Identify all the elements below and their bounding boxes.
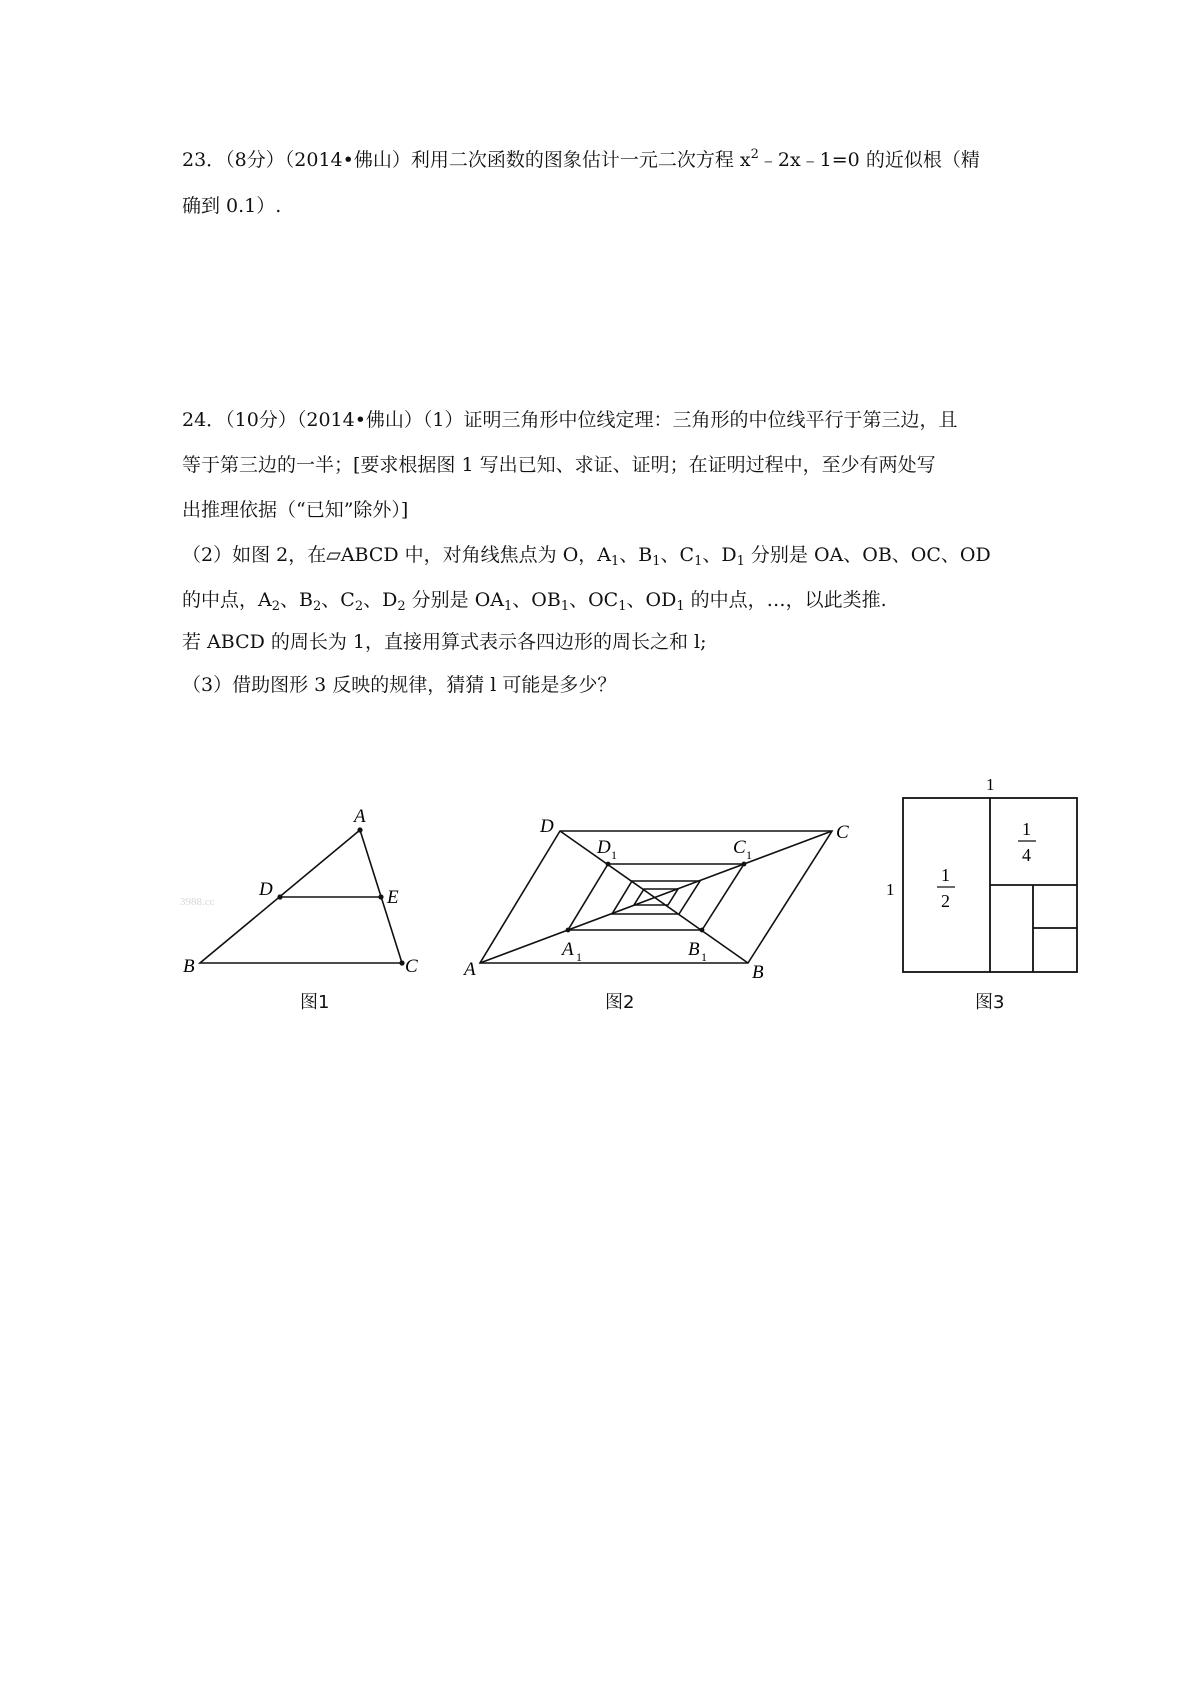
- fraction-quarter: [1018, 819, 1036, 865]
- q24-l5-b: 、B: [280, 589, 313, 611]
- label-a1-sub: 1: [576, 950, 582, 964]
- sub: 1: [676, 599, 685, 614]
- q24-line-3: 出推理依据（“已知”除外）]: [182, 499, 409, 521]
- point-a1: [566, 928, 571, 933]
- label-d: D: [540, 816, 554, 837]
- sub: 2: [271, 599, 281, 614]
- fraction-half: [937, 865, 955, 911]
- figure-1: [200, 830, 402, 963]
- q23-text-a: 23．（8分）（2014•佛山）利用二次函数的图象估计一元二次方程 x: [182, 149, 751, 171]
- sub: 2: [397, 599, 406, 614]
- q24-l5-g: 、OC: [569, 589, 619, 611]
- label-b1-letter: B: [688, 939, 700, 960]
- label-d1-sub: 1: [611, 848, 617, 862]
- q24-l5-c: 、C: [321, 589, 355, 611]
- label-top-one: 1: [986, 775, 995, 794]
- q24-line-2: 等于第三边的一半；[要求根据图 1 写出已知、求证、证明；在证明过程中，至少有两处写: [182, 454, 936, 476]
- label-a: A: [354, 806, 366, 827]
- caption-fig1: 图1: [300, 992, 330, 1013]
- quarter-denominator: 4: [1022, 845, 1031, 865]
- label-c: C: [405, 956, 418, 977]
- label-c1-letter: C: [733, 837, 746, 858]
- label-b: B: [183, 956, 195, 977]
- q24-l5-h: 、OD: [626, 589, 677, 611]
- q24-l5-f: 、OB: [512, 589, 561, 611]
- watermark: 3988.cc: [180, 896, 215, 908]
- quarter-numerator: 1: [1022, 819, 1031, 839]
- q23-text-b: ﹣2x﹣1=0 的近似根（精: [758, 149, 980, 171]
- caption-fig3: 图3: [975, 992, 1005, 1013]
- label-a1-letter: A: [562, 939, 574, 960]
- point-d: [277, 894, 282, 899]
- label-e: E: [387, 887, 399, 908]
- half-numerator: 1: [941, 865, 950, 885]
- q24-l4-d: 、D: [702, 544, 737, 566]
- label-d: D: [259, 879, 273, 900]
- label-d1-letter: D: [597, 837, 611, 858]
- q24-l5-a: 的中点，A: [182, 589, 272, 611]
- sub: 2: [312, 599, 322, 614]
- figure-2: [480, 831, 832, 963]
- label-a1: [560, 939, 582, 964]
- sub: 1: [618, 599, 627, 614]
- q24-l5-e: 分别是 OA: [405, 589, 504, 611]
- q23-line-2: 确到 0.1）.: [182, 195, 282, 217]
- point-c1: [742, 862, 747, 867]
- q24-line-6: 若 ABCD 的周长为 1，直接用算式表示各四边形的周长之和 l;: [182, 631, 707, 653]
- sub: 1: [736, 554, 745, 569]
- q24-l4-e: 分别是 OA、OB、OC、OD: [744, 544, 991, 566]
- figure-3: [903, 798, 1077, 972]
- q24-line-7: （3）借助图形 3 反映的规律，猜猜 l 可能是多少？: [182, 674, 617, 696]
- sub: 1: [694, 554, 703, 569]
- diagonal-ac: [480, 831, 832, 963]
- q23-exponent: 2: [750, 147, 759, 162]
- caption-fig2: 图2: [605, 992, 635, 1013]
- half-denominator: 2: [941, 891, 950, 911]
- label-b: B: [752, 962, 764, 983]
- q24-line-1: 24．（10分）（2014•佛山）（1）证明三角形中位线定理：三角形的中位线平行于第三边，且: [182, 409, 958, 431]
- sub: 1: [504, 599, 513, 614]
- label-b1-sub: 1: [701, 950, 707, 964]
- point-c: [399, 960, 404, 965]
- q24-l5-d: 、D: [363, 589, 398, 611]
- point-b1: [700, 928, 705, 933]
- point-e: [378, 894, 383, 899]
- sub: 2: [354, 599, 364, 614]
- q24-l5-i: 的中点，…，以此类推.: [684, 589, 887, 611]
- q24-l4-b: 、B: [619, 544, 653, 566]
- label-b1: [688, 939, 707, 964]
- point-a: [357, 827, 362, 832]
- label-left-one: 1: [886, 880, 895, 899]
- label-a: A: [464, 959, 476, 980]
- sub: 1: [560, 599, 570, 614]
- point-d1: [606, 862, 611, 867]
- q24-l4-a: （2）如图 2，在▱ABCD 中，对角线焦点为 O，A: [182, 544, 612, 566]
- label-c1: [733, 837, 752, 862]
- label-c: C: [836, 822, 849, 843]
- sub: 1: [611, 554, 620, 569]
- sub: 1: [652, 554, 661, 569]
- label-c1-sub: 1: [746, 848, 752, 862]
- q24-l4-c: 、C: [660, 544, 695, 566]
